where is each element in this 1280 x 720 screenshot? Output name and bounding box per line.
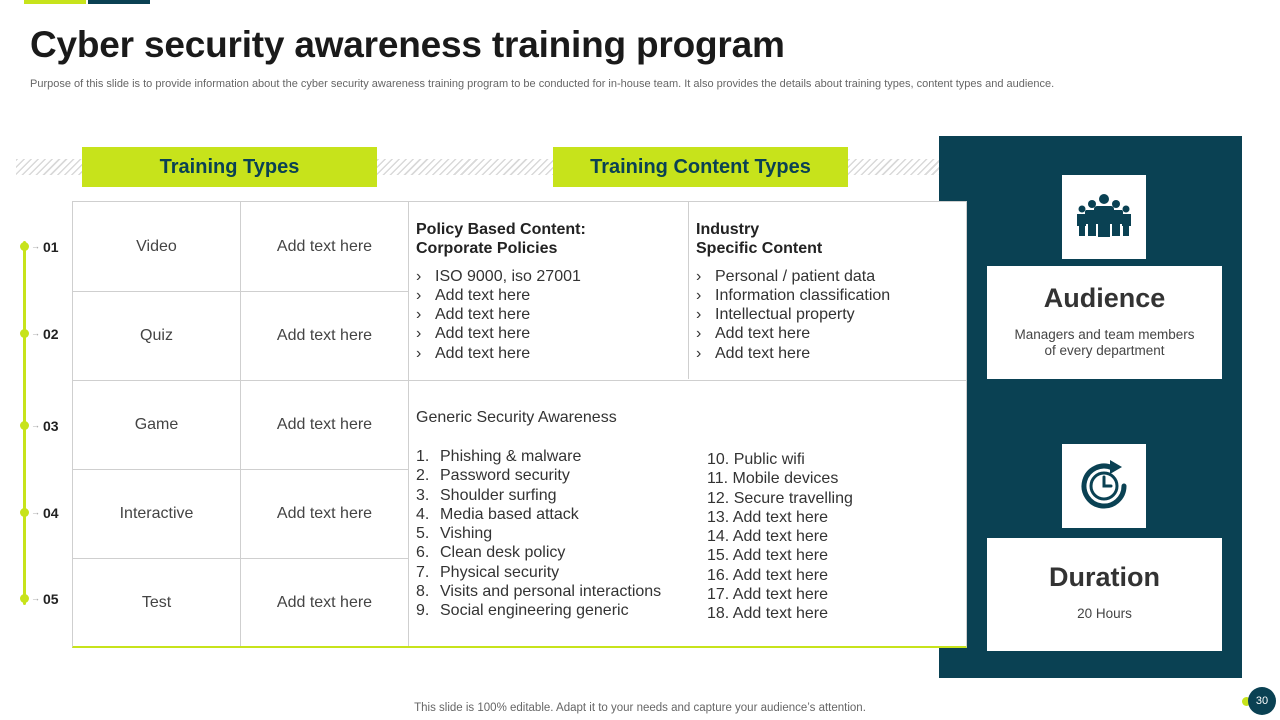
list-item: 14. Add text here [707, 528, 828, 546]
step-number: 03 [43, 418, 59, 434]
chevron-right-icon: › [696, 325, 702, 343]
footer-note: This slide is 100% editable. Adapt it to your needs and capture your audience’s attention. [414, 702, 866, 714]
timeline-dot [20, 421, 29, 430]
step-number: 02 [43, 326, 59, 342]
list-item: 16. Add text here [707, 566, 828, 584]
training-type-name: Video [136, 237, 177, 255]
arrow-right-icon: → [31, 328, 40, 338]
duration-card [987, 538, 1222, 651]
hatch-decoration [16, 159, 82, 175]
list-item: 9. Social engineering generic [416, 602, 629, 620]
people-group-icon [1062, 175, 1146, 259]
list-item: 1. Phishing & malware [416, 448, 582, 465]
step-number: 01 [43, 239, 59, 255]
timeline-dot [20, 242, 29, 251]
training-type-text: Add text here [276, 593, 373, 611]
audience-title: Audience [1043, 283, 1166, 313]
timeline-dot [20, 508, 29, 517]
list-item: 6. Clean desk policy [416, 544, 566, 562]
list-item: › Intellectual property [696, 306, 855, 324]
training-type-text: Add text here [276, 326, 373, 344]
generic-awareness-title: Generic Security Awareness [416, 409, 617, 426]
people-group-svg [1076, 189, 1132, 245]
list-item: › Personal / patient data [696, 267, 876, 285]
list-item: 13. Add text here [707, 508, 828, 526]
audience-text: of every department [1044, 343, 1165, 358]
training-types-header: Training Types [82, 147, 377, 187]
arrow-right-icon: → [31, 593, 40, 603]
table-divider [408, 202, 409, 646]
list-item: › Add text here [696, 325, 811, 343]
policy-subheading: Corporate Policies [416, 240, 558, 258]
list-item: › Add text here [416, 344, 531, 362]
chevron-right-icon: › [416, 267, 422, 285]
hatch-decoration [848, 159, 939, 175]
arrow-right-icon: → [31, 420, 40, 430]
duration-title: Duration [1049, 562, 1160, 592]
industry-subheading: Specific Content [696, 240, 823, 258]
generic-list-left [416, 447, 701, 621]
training-type-text: Add text here [276, 415, 373, 433]
training-type-name: Game [134, 415, 179, 433]
chevron-right-icon: › [696, 306, 702, 324]
list-item: 10. Public wifi [707, 451, 805, 468]
page-number: 30 [1248, 687, 1276, 715]
policy-list [416, 267, 681, 363]
clock-timer-icon [1062, 444, 1146, 528]
industry-heading: Industry [696, 221, 760, 238]
industry-content-block [696, 220, 961, 363]
list-item: 4. Media based attack [416, 505, 579, 523]
list-item: 12. Secure travelling [707, 489, 853, 507]
top-accent-bar-green [24, 0, 86, 4]
training-type-text: Add text here [276, 504, 373, 522]
top-accent-bar-dark [88, 0, 150, 4]
chevron-right-icon: › [696, 267, 702, 285]
page-subtitle: Purpose of this slide is to provide information about the cyber security awareness training program to be conducted for in-house team. It also provides the details about training types, content types and audience. [30, 78, 1055, 90]
audience-card [987, 266, 1222, 379]
list-item: 15. Add text here [707, 547, 828, 565]
list-item: › ISO 9000, iso 27001 [416, 267, 581, 285]
arrow-right-icon: → [31, 241, 40, 251]
chevron-right-icon: › [696, 344, 702, 362]
timeline-dot [20, 594, 29, 603]
duration-text: 20 Hours [1077, 606, 1132, 621]
chevron-right-icon: › [416, 325, 422, 343]
list-item: 7. Physical security [416, 563, 560, 581]
generic-list-right [707, 450, 957, 624]
policy-heading: Policy Based Content: [416, 221, 586, 238]
clock-timer-svg [1074, 456, 1134, 516]
step-number: 04 [43, 505, 59, 521]
list-item: 18. Add text here [707, 605, 828, 623]
policy-content-block [416, 220, 681, 363]
audience-text: Managers and team members [1014, 327, 1195, 342]
hatch-decoration [377, 159, 553, 175]
arrow-right-icon: → [31, 507, 40, 517]
list-item: › Add text here [416, 306, 531, 324]
list-item: 11. Mobile devices [707, 470, 839, 488]
list-item: 8. Visits and personal interactions [416, 583, 662, 601]
training-type-text: Add text here [276, 237, 373, 255]
list-item: 3. Shoulder surfing [416, 486, 557, 504]
list-item: › Add text here [416, 325, 531, 343]
page-title: Cyber security awareness training program [30, 24, 785, 65]
list-item: › Add text here [696, 344, 811, 362]
list-item: › Add text here [416, 286, 531, 304]
training-type-name: Interactive [119, 504, 194, 522]
training-type-name: Quiz [140, 326, 173, 344]
list-item: 17. Add text here [707, 586, 828, 604]
timeline-dot [20, 329, 29, 338]
table-divider [688, 202, 689, 379]
chevron-right-icon: › [416, 344, 422, 362]
chevron-right-icon: › [416, 286, 422, 304]
chevron-right-icon: › [696, 286, 702, 304]
step-number: 05 [43, 591, 59, 607]
industry-list [696, 267, 961, 363]
training-type-name: Test [141, 593, 172, 611]
list-item: › Information classification [696, 286, 891, 304]
list-item: 5. Vishing [416, 525, 493, 543]
list-item: 2. Password security [416, 467, 570, 485]
chevron-right-icon: › [416, 306, 422, 324]
training-content-types-header: Training Content Types [553, 147, 848, 187]
